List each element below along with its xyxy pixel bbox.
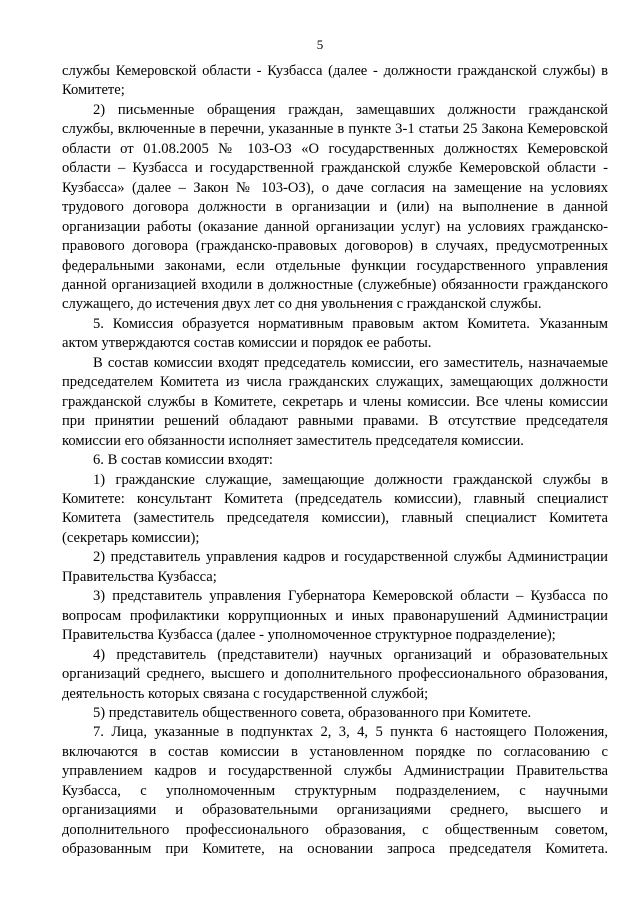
paragraph-clause-7: 7. Лица, указанные в подпунктах 2, 3, 4, 5 пункта 6 настоящего Положения, включаются в состав комиссии в установленном порядке по согласованию с управлением кадров и государственной службы Администрации Правительства Кузбасса, с уполномоченным структурным подразделением, с научными организациями и образовательными организациями среднего, высшего и дополнительного профессионального образования, с общественным советом, образованным при Комитете, на основании запроса председателя Комитета. [62, 724, 608, 858]
paragraph-clause-5: 5. Комиссия образуется нормативным правовым актом Комитета. Указанным актом утверждаются состав комиссии и порядок ее работы. [62, 315, 608, 352]
paragraph-commission-composition: В состав комиссии входят председатель комиссии, его заместитель, назначаемые председателем Комитета из числа гражданских служащих, замещающих должности гражданской службы в Комитете, секретарь и члены комиссии. Все члены комиссии при принятии решений обладают равными правами. В отсутствие председателя комиссии его обязанности исполняет заместитель председателя комиссии. [62, 354, 608, 449]
paragraph-item-4-scientific-organizations: 4) представитель (представители) научных организаций и образовательных организаций среднего, высшего и дополнительного профессионального образования, деятельность которых связана с государственной службой; [62, 646, 608, 702]
paragraph-continuation: службы Кемеровской области - Кузбасса (далее - должности гражданской службы) в Комитете; [62, 63, 608, 99]
document-body [62, 62, 608, 860]
paragraph-item-2-written-appeals: 2) письменные обращения граждан, замещавших должности гражданской службы, включенные в перечни, указанные в пункте 3-1 статьи 25 Закона Кемеровской области от 01.08.2005 № 103-ОЗ «О государственных должностях Кемеровской области – Кузбасса и государственной гражданской службе Кемеровской области - Кузбасса» (далее – Закон № 103-ОЗ), о даче согласия на замещение на условиях трудового договора должности в организации и (или) на выполнение в данной организации работы (оказание данной организации услуг) на условиях гражданско-правового договора (гражданско-правовых договоров) в случаях, предусмотренных федеральными законами, если отдельные функции государственного управления данной организацией входили в должностные (служебные) обязанности гражданского служащего, до истечения двух лет со дня увольнения с гражданской службы. [62, 101, 608, 313]
paragraph-item-1-civil-servants: 1) гражданские служащие, замещающие должности гражданской службы в Комитете: консультант Комитета (председатель комиссии), главный специалист Комитета (заместитель председателя комиссии), главный специалист Комитета (секретарь комиссии); [62, 471, 608, 546]
paragraph-item-3-governor-department: 3) представитель управления Губернатора Кемеровской области – Кузбасса по вопросам профилактики коррупционных и иных правонарушений Администрации Правительства Кузбасса (далее - уполномоченное структурное подразделение); [62, 588, 608, 644]
page-number: 5 [316, 37, 324, 52]
paragraph-item-2-personnel-department: 2) представитель управления кадров и государственной службы Администрации Правительства Кузбасса; [62, 549, 608, 585]
paragraph-clause-6: 6. В состав комиссии входят: [93, 452, 273, 469]
paragraph-item-5-public-council: 5) представитель общественного совета, образованного при Комитете. [93, 704, 532, 721]
